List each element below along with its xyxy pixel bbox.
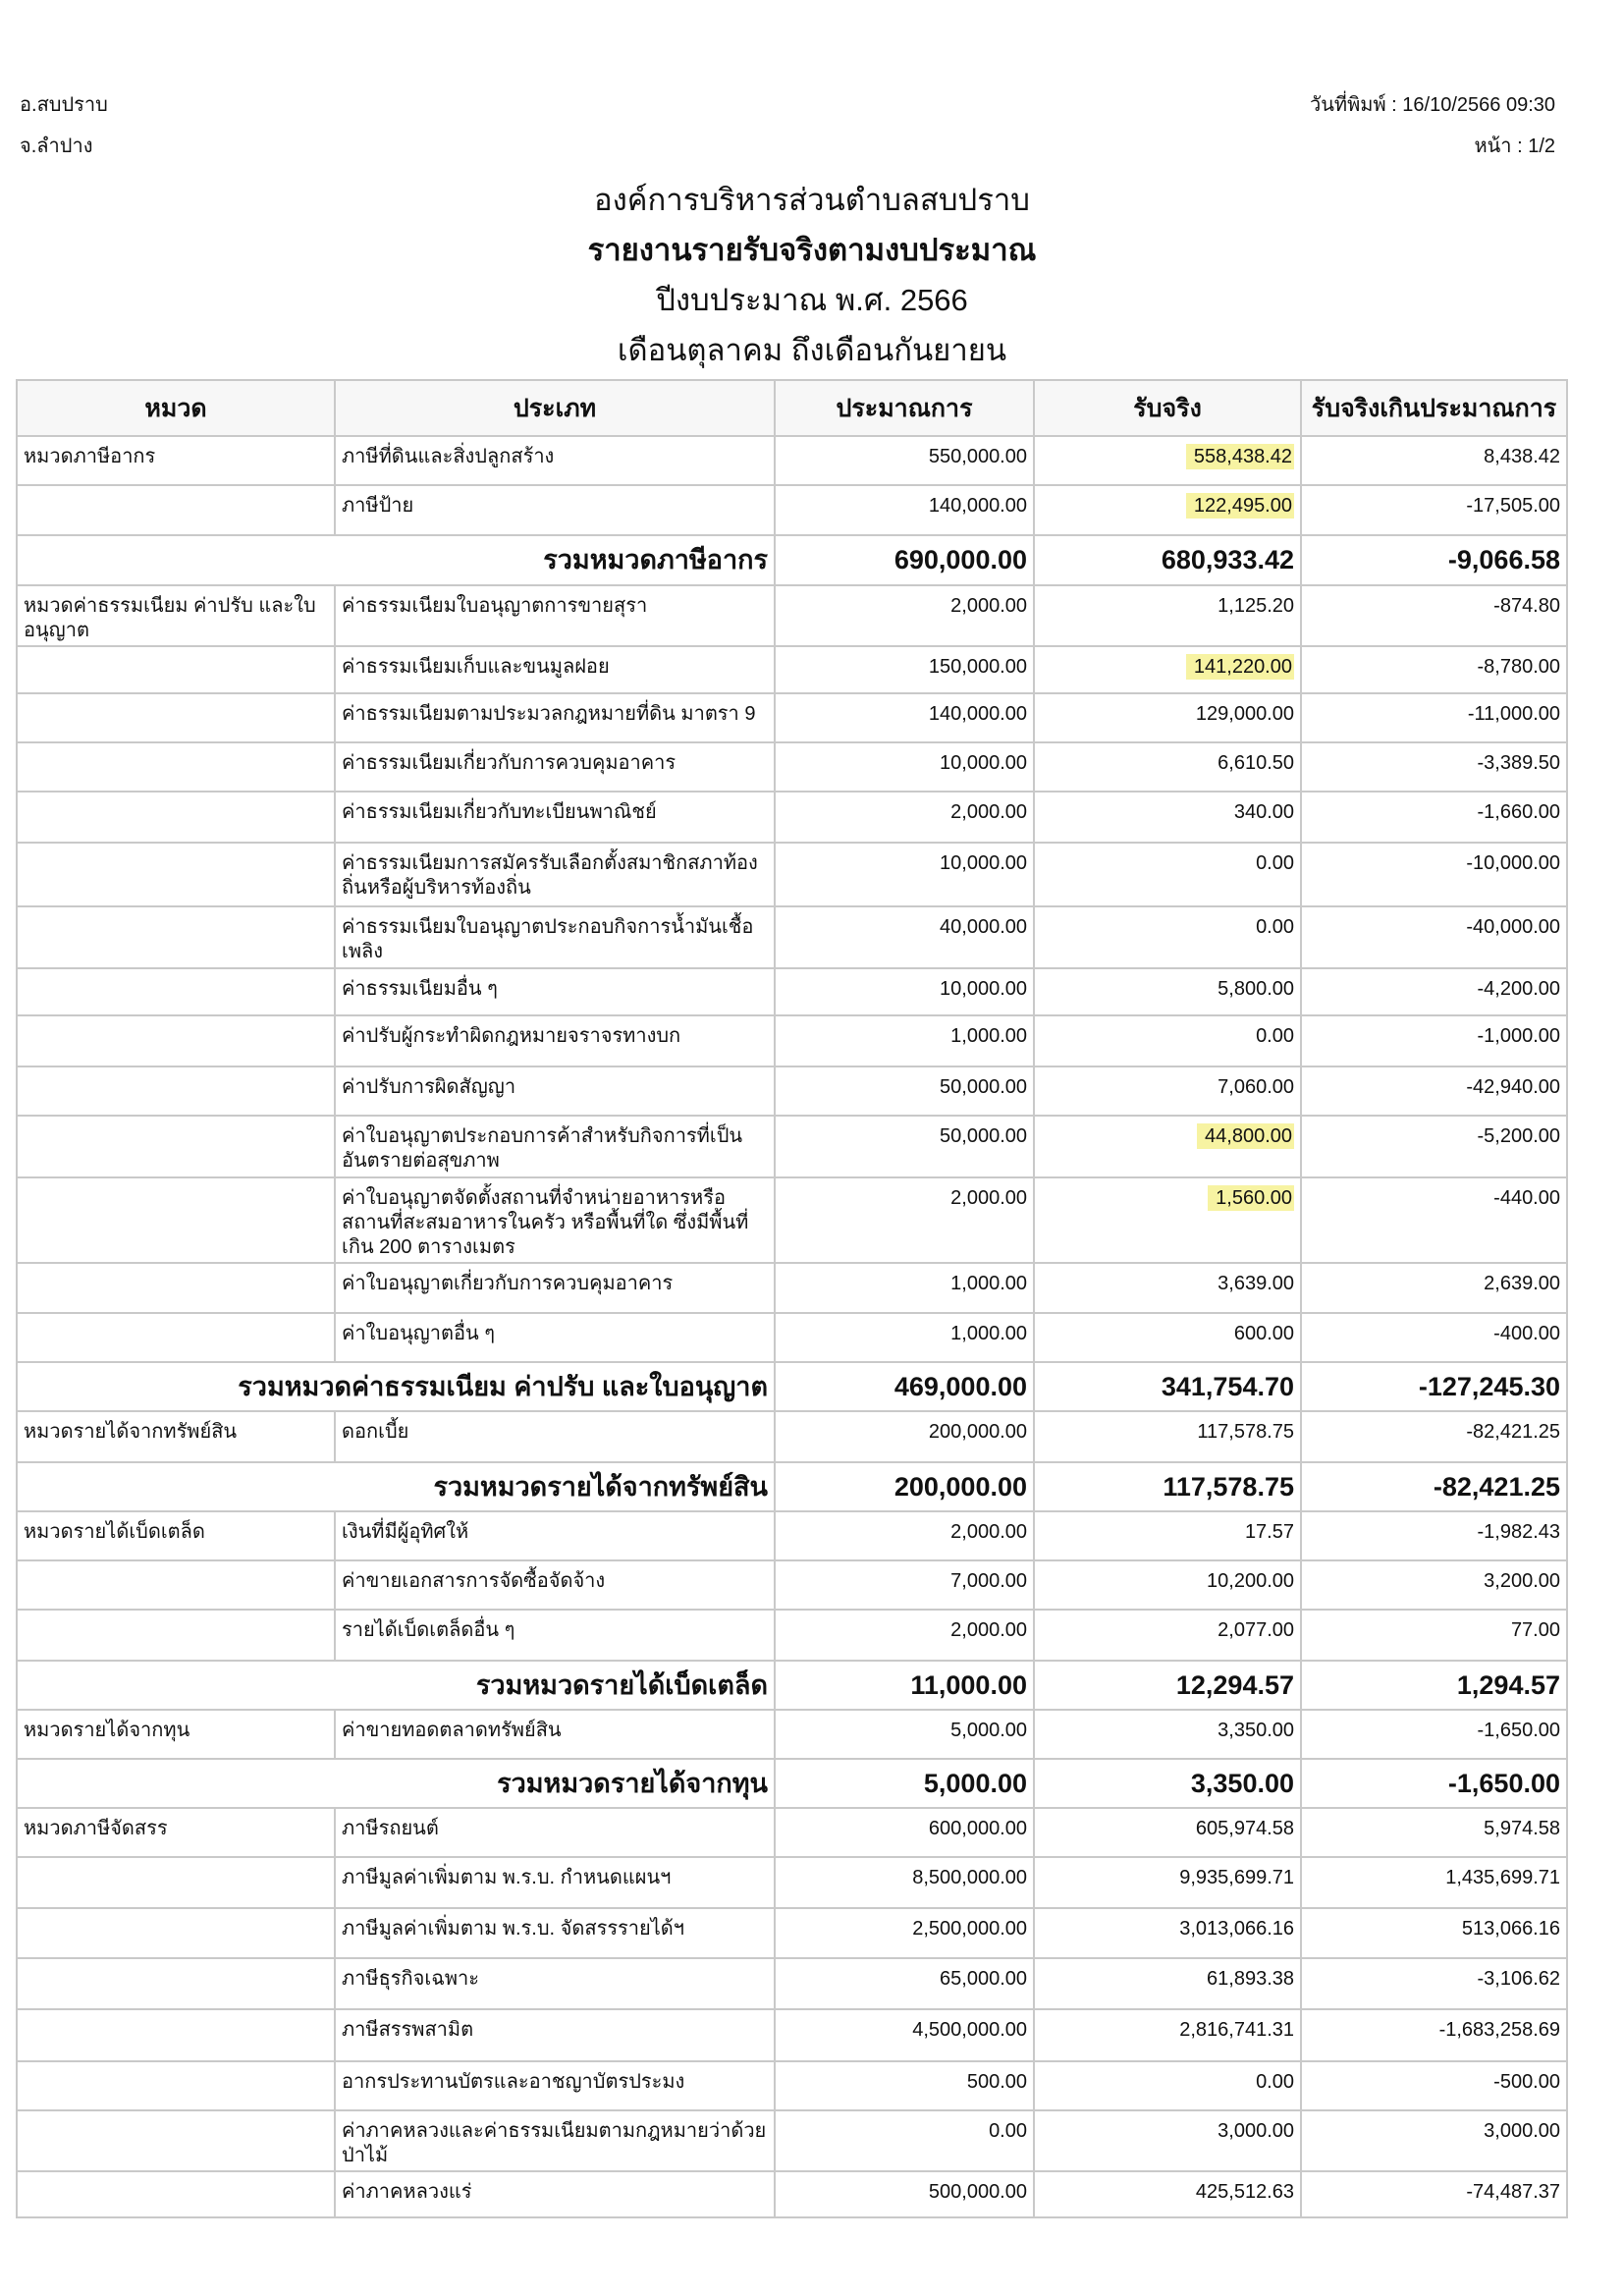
category-cell: หมวดรายได้จากทรัพย์สิน: [17, 1411, 335, 1462]
estimate-cell: 5,000.00: [775, 1710, 1034, 1759]
estimate-cell: 2,000.00: [775, 1177, 1034, 1263]
estimate-cell: 10,000.00: [775, 742, 1034, 792]
table-row: [17, 742, 1567, 792]
category-cell: [17, 1263, 335, 1313]
table-row: [17, 585, 1567, 646]
category-cell: [17, 485, 335, 535]
type-cell: ค่าธรรมเนียมอื่น ๆ: [335, 968, 775, 1015]
table-row: [17, 1857, 1567, 1908]
actual-cell: [1034, 1177, 1301, 1263]
estimate-cell: 600,000.00: [775, 1808, 1034, 1857]
report-titles: [0, 175, 1624, 375]
highlighted-value: 141,220.00: [1186, 654, 1294, 680]
column-header-estimate: ประมาณการ: [775, 380, 1034, 436]
estimate-cell: 50,000.00: [775, 1066, 1034, 1116]
type-cell: เงินที่มีผู้อุทิศให้: [335, 1511, 775, 1560]
difference-cell: 5,974.58: [1301, 1808, 1567, 1857]
estimate-cell: 2,000.00: [775, 1610, 1034, 1661]
actual-cell: 3,350.00: [1034, 1710, 1301, 1759]
difference-cell: 513,066.16: [1301, 1908, 1567, 1958]
category-cell: [17, 2171, 335, 2217]
actual-cell: 605,974.58: [1034, 1808, 1301, 1857]
type-cell: ภาษีป้าย: [335, 485, 775, 535]
total-label: รวมหมวดรายได้เบ็ดเตล็ด: [17, 1661, 775, 1710]
estimate-cell: 8,500,000.00: [775, 1857, 1034, 1908]
table-row: [17, 1560, 1567, 1610]
estimate-cell: 2,000.00: [775, 585, 1034, 646]
column-header-type: ประเภท: [335, 380, 775, 436]
category-cell: [17, 693, 335, 742]
estimate-cell: 2,000.00: [775, 1511, 1034, 1560]
difference-cell: 1,435,699.71: [1301, 1857, 1567, 1908]
difference-cell: -4,200.00: [1301, 968, 1567, 1015]
category-cell: [17, 1015, 335, 1066]
column-header-actual: รับจริง: [1034, 380, 1301, 436]
actual-cell: 3,639.00: [1034, 1263, 1301, 1313]
estimate-cell: 150,000.00: [775, 646, 1034, 693]
table-row: [17, 436, 1567, 485]
table-row: [17, 1908, 1567, 1958]
difference-cell: -40,000.00: [1301, 906, 1567, 968]
total-estimate: 690,000.00: [775, 535, 1034, 585]
difference-cell: -1,683,258.69: [1301, 2009, 1567, 2061]
type-cell: รายได้เบ็ดเตล็ดอื่น ๆ: [335, 1610, 775, 1661]
print-date: วันที่พิมพ์ : 16/10/2566 09:30: [1309, 94, 1555, 116]
type-cell: ค่าขายทอดตลาดทรัพย์สิน: [335, 1710, 775, 1759]
difference-cell: -500.00: [1301, 2061, 1567, 2110]
table-header-row: [17, 380, 1567, 436]
category-cell: [17, 646, 335, 693]
category-total-row: [17, 1661, 1567, 1710]
type-cell: ค่าธรรมเนียมเกี่ยวกับการควบคุมอาคาร: [335, 742, 775, 792]
category-cell: [17, 1116, 335, 1177]
category-cell: [17, 2009, 335, 2061]
actual-cell: 600.00: [1034, 1313, 1301, 1362]
type-cell: ภาษีรถยนต์: [335, 1808, 775, 1857]
category-total-row: [17, 535, 1567, 585]
estimate-cell: 140,000.00: [775, 485, 1034, 535]
estimate-cell: 1,000.00: [775, 1313, 1034, 1362]
difference-cell: -874.80: [1301, 585, 1567, 646]
difference-cell: -1,660.00: [1301, 792, 1567, 843]
difference-cell: -3,106.62: [1301, 1958, 1567, 2009]
category-total-row: [17, 1362, 1567, 1411]
total-label: รวมหมวดรายได้จากทุน: [17, 1759, 775, 1808]
difference-cell: -82,421.25: [1301, 1411, 1567, 1462]
total-label: รวมหมวดค่าธรรมเนียม ค่าปรับ และใบอนุญาต: [17, 1362, 775, 1411]
estimate-cell: 500.00: [775, 2061, 1034, 2110]
fiscal-year-title: ปีงบประมาณ พ.ศ. 2566: [656, 283, 968, 317]
difference-cell: -400.00: [1301, 1313, 1567, 1362]
difference-cell: -17,505.00: [1301, 485, 1567, 535]
actual-cell: 0.00: [1034, 906, 1301, 968]
total-label: รวมหมวดรายได้จากทรัพย์สิน: [17, 1462, 775, 1511]
actual-cell: 0.00: [1034, 2061, 1301, 2110]
category-cell: หมวดค่าธรรมเนียม ค่าปรับ และใบอนุญาต: [17, 585, 335, 646]
estimate-cell: 40,000.00: [775, 906, 1034, 968]
actual-cell: [1034, 436, 1301, 485]
total-difference: -1,650.00: [1301, 1759, 1567, 1808]
type-cell: ภาษีมูลค่าเพิ่มตาม พ.ร.บ. จัดสรรรายได้ฯ: [335, 1908, 775, 1958]
highlighted-value: 558,438.42: [1186, 444, 1294, 469]
difference-cell: 8,438.42: [1301, 436, 1567, 485]
total-difference: -82,421.25: [1301, 1462, 1567, 1511]
table-row: [17, 693, 1567, 742]
difference-cell: -10,000.00: [1301, 843, 1567, 906]
table-row: [17, 1710, 1567, 1759]
actual-cell: 1,125.20: [1034, 585, 1301, 646]
actual-cell: 2,816,741.31: [1034, 2009, 1301, 2061]
table-row: [17, 2061, 1567, 2110]
actual-cell: 340.00: [1034, 792, 1301, 843]
table-row: [17, 1015, 1567, 1066]
difference-cell: 3,200.00: [1301, 1560, 1567, 1610]
type-cell: ค่าธรรมเนียมตามประมวลกฎหมายที่ดิน มาตรา 9: [335, 693, 775, 742]
total-actual: 12,294.57: [1034, 1661, 1301, 1710]
actual-cell: [1034, 646, 1301, 693]
table-row: [17, 1313, 1567, 1362]
category-cell: [17, 2061, 335, 2110]
actual-cell: 61,893.38: [1034, 1958, 1301, 2009]
table-row: [17, 1411, 1567, 1462]
estimate-cell: 50,000.00: [775, 1116, 1034, 1177]
total-estimate: 11,000.00: [775, 1661, 1034, 1710]
actual-cell: 2,077.00: [1034, 1610, 1301, 1661]
actual-cell: 6,610.50: [1034, 742, 1301, 792]
type-cell: ภาษีสรรพสามิต: [335, 2009, 775, 2061]
estimate-cell: 1,000.00: [775, 1263, 1034, 1313]
table-row: [17, 2110, 1567, 2171]
estimate-cell: 140,000.00: [775, 693, 1034, 742]
total-estimate: 200,000.00: [775, 1462, 1034, 1511]
table-row: [17, 906, 1567, 968]
table-row: [17, 485, 1567, 535]
revenue-table: [16, 379, 1568, 2218]
total-estimate: 469,000.00: [775, 1362, 1034, 1411]
table-row: [17, 1177, 1567, 1263]
difference-cell: -42,940.00: [1301, 1066, 1567, 1116]
estimate-cell: 200,000.00: [775, 1411, 1034, 1462]
category-cell: [17, 1857, 335, 1908]
actual-cell: 5,800.00: [1034, 968, 1301, 1015]
total-difference: 1,294.57: [1301, 1661, 1567, 1710]
province-label: จ.ลำปาง: [20, 136, 93, 157]
estimate-cell: 4,500,000.00: [775, 2009, 1034, 2061]
difference-cell: 77.00: [1301, 1610, 1567, 1661]
category-total-row: [17, 1462, 1567, 1511]
table-row: [17, 2171, 1567, 2217]
total-actual: 341,754.70: [1034, 1362, 1301, 1411]
total-actual: 680,933.42: [1034, 535, 1301, 585]
table-row: [17, 2009, 1567, 2061]
category-cell: [17, 1610, 335, 1661]
column-header-category: หมวด: [17, 380, 335, 436]
column-header-difference: รับจริงเกินประมาณการ: [1301, 380, 1567, 436]
actual-cell: 9,935,699.71: [1034, 1857, 1301, 1908]
type-cell: ดอกเบี้ย: [335, 1411, 775, 1462]
category-cell: [17, 1177, 335, 1263]
category-cell: [17, 1560, 335, 1610]
table-row: [17, 1116, 1567, 1177]
category-cell: [17, 792, 335, 843]
total-difference: -9,066.58: [1301, 535, 1567, 585]
category-cell: [17, 1313, 335, 1362]
actual-cell: 3,013,066.16: [1034, 1908, 1301, 1958]
category-cell: หมวดรายได้จากทุน: [17, 1710, 335, 1759]
estimate-cell: 0.00: [775, 2110, 1034, 2171]
actual-cell: 10,200.00: [1034, 1560, 1301, 1610]
type-cell: ค่าใบอนุญาตจัดตั้งสถานที่จำหน่ายอาหารหรือสถานที่สะสมอาหารในครัว หรือพื้นที่ใด ซึ่งมีพื้นที่เกิน 200 ตารางเมตร: [335, 1177, 775, 1263]
total-estimate: 5,000.00: [775, 1759, 1034, 1808]
table-row: [17, 1263, 1567, 1313]
estimate-cell: 2,500,000.00: [775, 1908, 1034, 1958]
period-title: เดือนตุลาคม ถึงเดือนกันยายน: [617, 333, 1007, 367]
estimate-cell: 10,000.00: [775, 843, 1034, 906]
type-cell: ค่าใบอนุญาตอื่น ๆ: [335, 1313, 775, 1362]
difference-cell: -3,389.50: [1301, 742, 1567, 792]
table-row: [17, 1610, 1567, 1661]
category-cell: [17, 2110, 335, 2171]
type-cell: ค่าภาคหลวงแร่: [335, 2171, 775, 2217]
category-cell: [17, 906, 335, 968]
highlighted-value: 122,495.00: [1186, 493, 1294, 519]
type-cell: ค่าธรรมเนียมการสมัครรับเลือกตั้งสมาชิกสภาท้องถิ่นหรือผู้บริหารท้องถิ่น: [335, 843, 775, 906]
type-cell: ค่าธรรมเนียมเกี่ยวกับทะเบียนพาณิชย์: [335, 792, 775, 843]
actual-cell: 117,578.75: [1034, 1411, 1301, 1462]
organization-title: องค์การบริหารส่วนตำบลสบปราบ: [594, 183, 1030, 217]
district-label: อ.สบปราบ: [20, 94, 108, 116]
actual-cell: 0.00: [1034, 1015, 1301, 1066]
type-cell: ภาษีที่ดินและสิ่งปลูกสร้าง: [335, 436, 775, 485]
category-cell: หมวดภาษีจัดสรร: [17, 1808, 335, 1857]
type-cell: อากรประทานบัตรและอาชญาบัตรประมง: [335, 2061, 775, 2110]
type-cell: ค่าธรรมเนียมใบอนุญาตประกอบกิจการน้ำมันเชื้อเพลิง: [335, 906, 775, 968]
type-cell: ค่าภาคหลวงและค่าธรรมเนียมตามกฎหมายว่าด้วยป่าไม้: [335, 2110, 775, 2171]
table-row: [17, 792, 1567, 843]
category-cell: [17, 1958, 335, 2009]
table-row: [17, 843, 1567, 906]
category-cell: [17, 742, 335, 792]
estimate-cell: 65,000.00: [775, 1958, 1034, 2009]
category-cell: [17, 1066, 335, 1116]
difference-cell: 2,639.00: [1301, 1263, 1567, 1313]
estimate-cell: 2,000.00: [775, 792, 1034, 843]
actual-cell: 129,000.00: [1034, 693, 1301, 742]
difference-cell: -5,200.00: [1301, 1116, 1567, 1177]
total-actual: 3,350.00: [1034, 1759, 1301, 1808]
total-actual: 117,578.75: [1034, 1462, 1301, 1511]
type-cell: ภาษีธุรกิจเฉพาะ: [335, 1958, 775, 2009]
type-cell: ค่าใบอนุญาตประกอบการค้าสำหรับกิจการที่เป็นอันตรายต่อสุขภาพ: [335, 1116, 775, 1177]
difference-cell: -1,000.00: [1301, 1015, 1567, 1066]
actual-cell: [1034, 1116, 1301, 1177]
actual-cell: 425,512.63: [1034, 2171, 1301, 2217]
category-cell: หมวดภาษีอากร: [17, 436, 335, 485]
category-cell: [17, 1908, 335, 1958]
category-cell: [17, 968, 335, 1015]
highlighted-value: 44,800.00: [1197, 1123, 1294, 1149]
type-cell: ค่าขายเอกสารการจัดซื้อจัดจ้าง: [335, 1560, 775, 1610]
page-number: หน้า : 1/2: [1474, 136, 1555, 157]
difference-cell: -74,487.37: [1301, 2171, 1567, 2217]
estimate-cell: 500,000.00: [775, 2171, 1034, 2217]
total-difference: -127,245.30: [1301, 1362, 1567, 1411]
difference-cell: -1,982.43: [1301, 1511, 1567, 1560]
table-row: [17, 646, 1567, 693]
highlighted-value: 1,560.00: [1208, 1185, 1294, 1211]
actual-cell: 0.00: [1034, 843, 1301, 906]
difference-cell: -11,000.00: [1301, 693, 1567, 742]
table-row: [17, 1958, 1567, 2009]
actual-cell: 7,060.00: [1034, 1066, 1301, 1116]
actual-cell: 3,000.00: [1034, 2110, 1301, 2171]
category-total-row: [17, 1759, 1567, 1808]
estimate-cell: 1,000.00: [775, 1015, 1034, 1066]
type-cell: ค่าใบอนุญาตเกี่ยวกับการควบคุมอาคาร: [335, 1263, 775, 1313]
type-cell: ค่าปรับผู้กระทำผิดกฎหมายจราจรทางบก: [335, 1015, 775, 1066]
difference-cell: -440.00: [1301, 1177, 1567, 1263]
type-cell: ค่าธรรมเนียมเก็บและขนมูลฝอย: [335, 646, 775, 693]
type-cell: ค่าธรรมเนียมใบอนุญาตการขายสุรา: [335, 585, 775, 646]
category-cell: หมวดรายได้เบ็ดเตล็ด: [17, 1511, 335, 1560]
type-cell: ค่าปรับการผิดสัญญา: [335, 1066, 775, 1116]
total-label: รวมหมวดภาษีอากร: [17, 535, 775, 585]
report-title: รายงานรายรับจริงตามงบประมาณ: [587, 233, 1037, 267]
table-row: [17, 1066, 1567, 1116]
actual-cell: 17.57: [1034, 1511, 1301, 1560]
estimate-cell: 7,000.00: [775, 1560, 1034, 1610]
estimate-cell: 10,000.00: [775, 968, 1034, 1015]
difference-cell: -1,650.00: [1301, 1710, 1567, 1759]
actual-cell: [1034, 485, 1301, 535]
table-row: [17, 1511, 1567, 1560]
estimate-cell: 550,000.00: [775, 436, 1034, 485]
table-row: [17, 1808, 1567, 1857]
table-row: [17, 968, 1567, 1015]
category-cell: [17, 843, 335, 906]
type-cell: ภาษีมูลค่าเพิ่มตาม พ.ร.บ. กำหนดแผนฯ: [335, 1857, 775, 1908]
difference-cell: 3,000.00: [1301, 2110, 1567, 2171]
difference-cell: -8,780.00: [1301, 646, 1567, 693]
